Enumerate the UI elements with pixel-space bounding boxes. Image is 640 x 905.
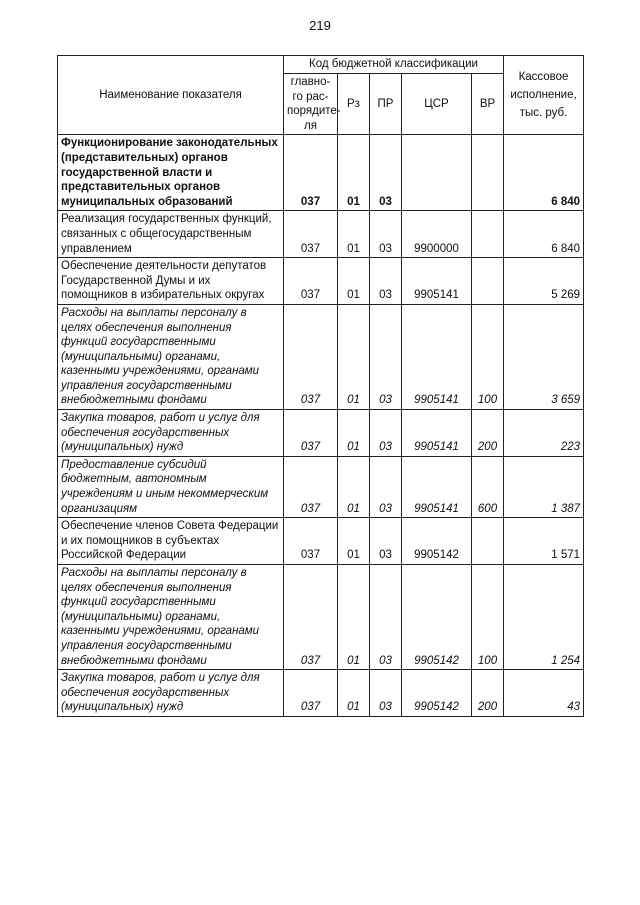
- row-amount: 1 254: [504, 565, 584, 670]
- row-name: Функционирование законодательных (представительных) органов государственной власти и представительных органов муниципальных образований: [58, 135, 284, 211]
- row-vr-code: [472, 211, 504, 258]
- row-pr-code: 03: [370, 258, 402, 305]
- table-row: [58, 410, 584, 457]
- row-rz-code: 01: [338, 258, 370, 305]
- header-vr: ВР: [472, 74, 504, 135]
- row-csr-code: 9905142: [402, 565, 472, 670]
- table-row: [58, 304, 584, 409]
- row-pr-code: 03: [370, 135, 402, 211]
- header-rz: Рз: [338, 74, 370, 135]
- table-row: [58, 258, 584, 305]
- row-csr-code: 9905141: [402, 304, 472, 409]
- row-rz-code: 01: [338, 565, 370, 670]
- row-main-manager-code: 037: [284, 211, 338, 258]
- row-main-manager-code: 037: [284, 258, 338, 305]
- row-name: Закупка товаров, работ и услуг для обеспечения государственных (муниципальных) нужд: [58, 670, 284, 717]
- row-main-manager-code: 037: [284, 456, 338, 517]
- row-name: Обеспечение членов Совета Федерации и их помощников в субъектах Российской Федерации: [58, 518, 284, 565]
- row-amount: 43: [504, 670, 584, 717]
- header-row-top: [58, 56, 584, 74]
- table-body: [58, 135, 584, 717]
- row-amount: 6 840: [504, 135, 584, 211]
- row-pr-code: 03: [370, 518, 402, 565]
- row-rz-code: 01: [338, 211, 370, 258]
- row-main-manager-code: 037: [284, 304, 338, 409]
- table-row: [58, 456, 584, 517]
- row-main-manager-code: 037: [284, 518, 338, 565]
- row-pr-code: 03: [370, 304, 402, 409]
- row-vr-code: [472, 135, 504, 211]
- row-rz-code: 01: [338, 135, 370, 211]
- row-amount: 3 659: [504, 304, 584, 409]
- row-rz-code: 01: [338, 518, 370, 565]
- row-name: Реализация государственных функций, связанных с общегосударственным управлением: [58, 211, 284, 258]
- row-main-manager-code: 037: [284, 410, 338, 457]
- header-name: Наименование показателя: [58, 56, 284, 135]
- table-row: [58, 670, 584, 717]
- row-vr-code: 100: [472, 565, 504, 670]
- row-amount: 223: [504, 410, 584, 457]
- row-csr-code: 9905141: [402, 456, 472, 517]
- row-amount: 6 840: [504, 211, 584, 258]
- row-name: Закупка товаров, работ и услуг для обеспечения государственных (муниципальных) нужд: [58, 410, 284, 457]
- table-row: [58, 565, 584, 670]
- header-csr: ЦСР: [402, 74, 472, 135]
- row-amount: 1 387: [504, 456, 584, 517]
- row-name: Обеспечение деятельности депутатов Государственной Думы и их помощников в избирательных округах: [58, 258, 284, 305]
- row-rz-code: 01: [338, 670, 370, 717]
- row-name: Расходы на выплаты персоналу в целях обеспечения выполнения функций государственными (муниципальными) органами, казенными учреждениями, органами управления государственными внебюджетными фондами: [58, 565, 284, 670]
- row-vr-code: 200: [472, 670, 504, 717]
- header-pr: ПР: [370, 74, 402, 135]
- row-amount: 1 571: [504, 518, 584, 565]
- row-vr-code: [472, 258, 504, 305]
- row-rz-code: 01: [338, 456, 370, 517]
- budget-table: [57, 55, 584, 717]
- row-pr-code: 03: [370, 565, 402, 670]
- header-main-manager: главно-го рас-порядите-ля: [284, 74, 338, 135]
- table-row: [58, 518, 584, 565]
- row-csr-code: 9905141: [402, 410, 472, 457]
- row-rz-code: 01: [338, 410, 370, 457]
- row-csr-code: 9900000: [402, 211, 472, 258]
- row-csr-code: [402, 135, 472, 211]
- row-pr-code: 03: [370, 410, 402, 457]
- row-csr-code: 9905142: [402, 670, 472, 717]
- header-classification-group: Код бюджетной классификации: [284, 56, 504, 74]
- row-pr-code: 03: [370, 456, 402, 517]
- row-vr-code: 100: [472, 304, 504, 409]
- row-amount: 5 269: [504, 258, 584, 305]
- row-main-manager-code: 037: [284, 670, 338, 717]
- row-rz-code: 01: [338, 304, 370, 409]
- row-pr-code: 03: [370, 670, 402, 717]
- row-csr-code: 9905141: [402, 258, 472, 305]
- row-name: Предоставление субсидий бюджетным, автономным учреждениям и иным некоммерческим организациям: [58, 456, 284, 517]
- row-name: Расходы на выплаты персоналу в целях обеспечения выполнения функций государственными (муниципальными) органами, казенными учреждениями, органами управления государственными внебюджетными фондами: [58, 304, 284, 409]
- header-execution: Кассовое исполнение, тыс. руб.: [504, 56, 584, 135]
- row-vr-code: 600: [472, 456, 504, 517]
- row-main-manager-code: 037: [284, 565, 338, 670]
- row-csr-code: 9905142: [402, 518, 472, 565]
- table-row: [58, 135, 584, 211]
- row-main-manager-code: 037: [284, 135, 338, 211]
- row-pr-code: 03: [370, 211, 402, 258]
- row-vr-code: [472, 518, 504, 565]
- page-number: 219: [309, 18, 331, 33]
- table-row: [58, 211, 584, 258]
- row-vr-code: 200: [472, 410, 504, 457]
